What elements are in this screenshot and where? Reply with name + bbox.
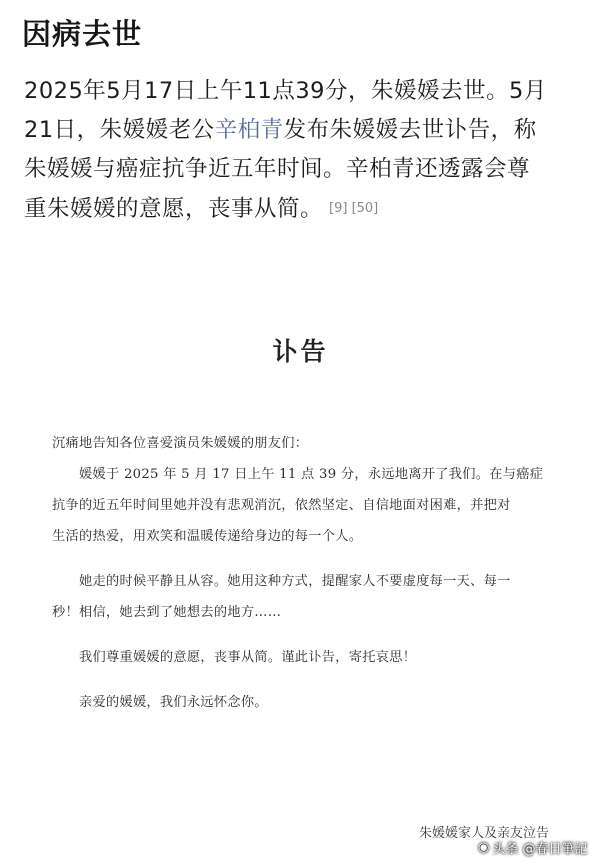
article-text: 发布朱媛媛去世讣告，称 [283, 117, 537, 143]
paragraph-gap [52, 552, 572, 566]
notice-paragraph-1-line-1: 媛媛于 2025 年 5 月 17 日上午 11 点 39 分，永远地离开了我们。在与癌症 [79, 467, 544, 482]
article-text: 重朱媛媛的意愿，丧事从简。 [24, 196, 324, 222]
article-text: 21日，朱媛媛老公 [24, 117, 215, 143]
notice-paragraph-1-line-3: 生活的热爱，用欢笑和温暖传递给身边的每一个人。 [52, 529, 363, 544]
article-line-2 [24, 111, 589, 150]
notice-greeting: 沉痛地告知各位喜爱演员朱媛媛的朋友们： [52, 436, 309, 451]
notice-signature: 朱媛媛家人及亲友泣告 [419, 826, 550, 841]
paragraph-gap [52, 628, 572, 642]
article-paragraph [24, 72, 589, 229]
article-line-1: 2025年5月17日上午11点39分，朱媛媛去世。5月 [24, 78, 547, 104]
notice-paragraph-2-line-2: 秒！相信，她去到了她想去的地方…… [52, 605, 282, 620]
notice-paragraph-1-line-2: 抗争的近五年时间里她并没有悲观消沉，依然坚定、自信地面对困难，并把对 [52, 498, 511, 513]
person-link-xin-baiqing[interactable]: 辛柏青 [214, 117, 284, 143]
watermark [478, 838, 587, 857]
notice-paragraph-3: 我们尊重媛媛的意愿，丧事从简。谨此讣告，寄托哀思！ [79, 650, 417, 665]
paragraph-gap [52, 673, 572, 687]
notice-title: 讣告 [272, 337, 329, 366]
obituary-notice [52, 428, 572, 718]
notice-paragraph-4: 亲爱的媛媛，我们永远怀念你。 [79, 695, 268, 710]
reference-links[interactable]: [9] [50] [329, 201, 379, 216]
notice-paragraph-2-line-1: 她走的时候平静且从容。她用这种方式，提醒家人不要虚度每一天、每一 [79, 574, 511, 589]
watermark-text: 头条 @春日筆記 [492, 842, 588, 857]
article-line-4 [24, 189, 589, 229]
camera-icon: ◉ [478, 840, 490, 855]
section-title: 因病去世 [22, 17, 143, 51]
article-line-3: 朱媛媛与癌症抗争近五年时间。辛柏青还透露会尊 [24, 156, 531, 182]
